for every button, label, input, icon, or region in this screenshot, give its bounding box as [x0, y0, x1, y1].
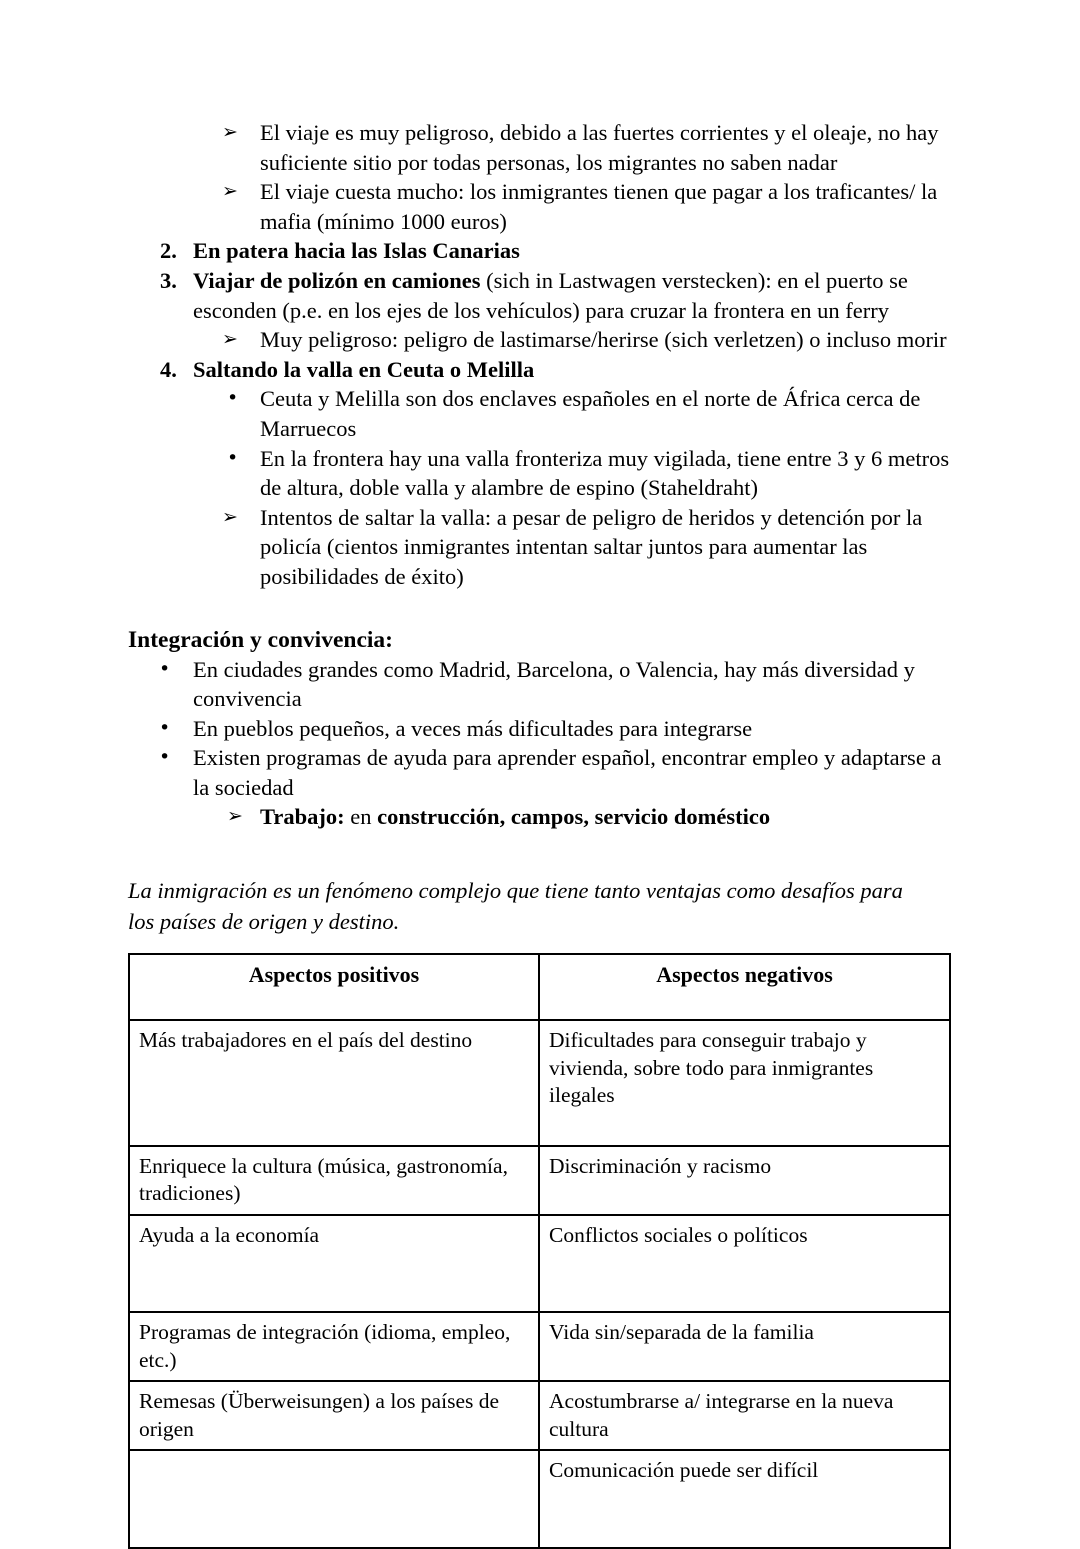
list-item: [128, 325, 952, 355]
spacer: [128, 832, 952, 876]
cell-text: Dificultades para conseguir trabajo y vivienda, sobre todo para inmigrantes ilegales: [549, 1028, 874, 1108]
list-item: [128, 118, 952, 177]
numbered-list-item-3: [128, 266, 952, 325]
list-item-text: Intentos de saltar la valla: a pesar de peligro de heridos y detención por la policía (cientos inmigrantes intentan saltar juntos para aumentar las posibilidades de éxito): [260, 504, 923, 589]
table-cell-negativos: [539, 1381, 950, 1450]
table-header-positivos: Aspectos positivos: [129, 954, 539, 1020]
cell-text: Enriquece la cultura (música, gastronomía, tradiciones): [139, 1153, 508, 1206]
table-row: [129, 1381, 950, 1450]
table-row: [129, 1020, 950, 1146]
cell-text: Más trabajadores en el país del destino: [139, 1028, 473, 1053]
table-cell-positivos: [129, 1312, 539, 1381]
cell-text: Programas de integración (idioma, empleo, etc.): [139, 1320, 511, 1372]
table-cell-negativos: [539, 1020, 950, 1146]
table-cell-positivos: [129, 1381, 539, 1450]
section-heading-integracion: Integración y convivencia:: [128, 626, 393, 653]
list-item-trabajo: [128, 802, 952, 832]
table-cell-positivos: [129, 1146, 539, 1215]
table-cell-positivos: [129, 1215, 539, 1313]
list-item: [128, 384, 952, 443]
round-bullet-icon: •: [227, 446, 239, 469]
migration-routes-list: [128, 118, 952, 592]
numbered-list-item-4: [128, 355, 952, 385]
trabajo-connector: en: [344, 804, 378, 830]
arrow-bullet-icon: ➢: [222, 328, 238, 351]
list-number: 3.: [160, 267, 177, 293]
list-number: 4.: [160, 356, 177, 382]
cell-text: Discriminación y racismo: [549, 1153, 772, 1178]
list-item-text: Ceuta y Melilla son dos enclaves españoles en el norte de África cerca de Marruecos: [260, 386, 921, 441]
table-cell-negativos: [539, 1312, 950, 1381]
arrow-bullet-icon: ➢: [227, 805, 243, 828]
arrow-bullet-icon: ➢: [222, 121, 238, 143]
cell-text: Ayuda a la economía: [139, 1222, 320, 1247]
cell-text: Comunicación puede ser difícil: [549, 1458, 819, 1483]
table-row: [129, 1450, 950, 1548]
list-item-text: Existen programas de ayuda para aprender español, encontrar empleo y adaptarse a la sociedad: [193, 745, 942, 800]
list-item-text: En la frontera hay una valla fronteriza muy vigilada, tiene entre 3 y 6 metros de altura, doble valla y alambre de espino (Staheldraht): [260, 445, 950, 501]
cell-text: Conflictos sociales o políticos: [549, 1222, 808, 1247]
list-item-text: El viaje es muy peligroso, debido a las fuertes corrientes y el oleaje, no hay suficiente sitio por todas personas, los migrantes no saben nadar: [260, 120, 939, 175]
intro-paragraph: La inmigración es un fenómeno complejo que tiene tanto ventajas como desafíos para los países de origen y destino.: [128, 878, 903, 934]
table-row: [129, 1312, 950, 1381]
spacer: [128, 592, 952, 625]
trabajo-list: construcción, campos, servicio doméstico: [377, 804, 771, 830]
list-item: [128, 503, 952, 592]
list-item-text: En pueblos pequeños, a veces más dificultades para integrarse: [193, 715, 753, 741]
list-item-text: Viajar de polizón en camiones: [193, 267, 481, 293]
list-item: [128, 714, 952, 744]
numbered-list-item-2: [128, 236, 952, 266]
arrow-bullet-icon: ➢: [222, 505, 238, 528]
spacer: [128, 937, 952, 953]
table-cell-negativos: [539, 1450, 950, 1548]
table-cell-negativos: [539, 1146, 950, 1215]
trabajo-label: Trabajo:: [260, 804, 345, 830]
list-item: [128, 743, 952, 802]
list-item: [128, 177, 952, 236]
round-bullet-icon: •: [159, 657, 171, 680]
list-item-text: En ciudades grandes como Madrid, Barcelona, o Valencia, hay más diversidad y convivencia: [193, 656, 915, 712]
aspects-table: [128, 953, 951, 1549]
list-item-text: Muy peligroso: peligro de lastimarse/herirse (sich verletzen) o incluso morir: [260, 327, 947, 353]
cell-text: Vida sin/separada de la familia: [549, 1320, 814, 1345]
list-item-text: En patera hacia las Islas Canarias: [193, 238, 520, 264]
table-row: [129, 1146, 950, 1215]
list-item: [128, 655, 952, 714]
table-header-row: [129, 954, 950, 1020]
table-cell-positivos: [129, 1450, 539, 1548]
table-cell-positivos: [129, 1020, 539, 1146]
round-bullet-icon: •: [159, 716, 171, 739]
cell-text: Remesas (Überweisungen) a los países de origen: [139, 1389, 500, 1441]
list-item-text: Saltando la valla en Ceuta o Melilla: [193, 356, 535, 382]
list-item-text-rest: (sich in Lastwagen verstecken): en el puerto se esconden (p.e. en los ejes de los vehículos) para cruzar la frontera en un ferry: [193, 267, 908, 323]
round-bullet-icon: •: [227, 387, 239, 410]
table-row: [129, 1215, 950, 1313]
arrow-bullet-icon: ➢: [222, 180, 238, 203]
list-item-text: El viaje cuesta mucho: los inmigrantes tienen que pagar a los traficantes/ la mafia (mínimo 1000 euros): [260, 179, 938, 234]
table-cell-negativos: [539, 1215, 950, 1313]
integracion-list: [128, 655, 952, 833]
list-item: [128, 444, 952, 503]
table-header-negativos: Aspectos negativos: [539, 954, 950, 1020]
list-number: 2.: [160, 238, 177, 264]
cell-text: Acostumbrarse a/ integrarse en la nueva cultura: [549, 1389, 894, 1441]
round-bullet-icon: •: [159, 746, 171, 769]
